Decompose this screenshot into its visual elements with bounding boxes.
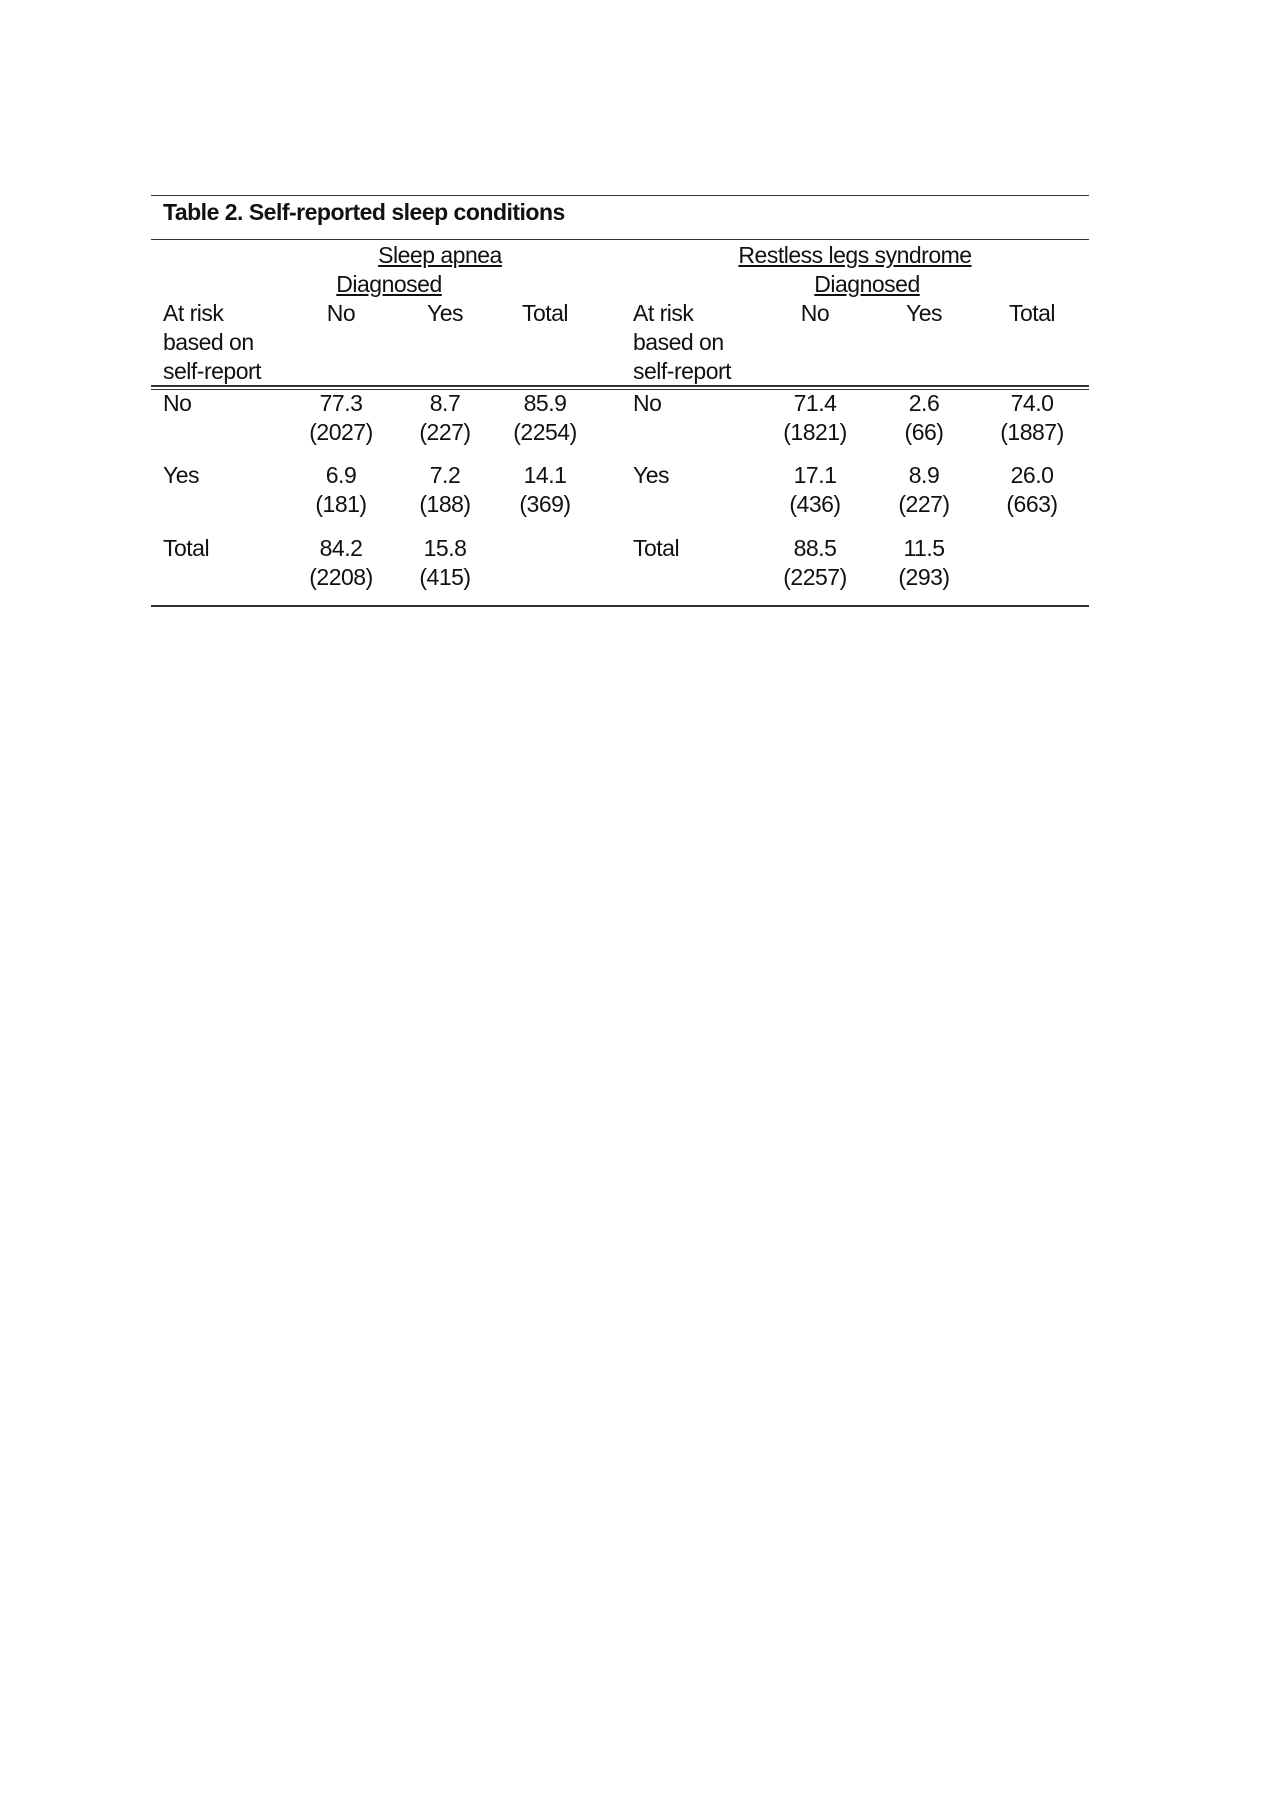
cell-count: (1887)	[1000, 419, 1064, 445]
row-label: Yes	[163, 462, 200, 488]
cell-percent: 8.9	[908, 462, 940, 488]
row-header-line: At risk	[163, 300, 224, 326]
row-label: No	[633, 390, 662, 416]
cell-count: (181)	[315, 491, 367, 517]
cell-count: (1821)	[783, 419, 847, 445]
cell-percent: 11.5	[903, 535, 945, 561]
row-label: Total	[163, 535, 210, 561]
cell-count: (227)	[898, 491, 950, 517]
cell-count: (2027)	[309, 419, 373, 445]
row-header-line: based on	[633, 329, 724, 355]
cell-count: (188)	[419, 491, 471, 517]
column-header-no: No	[326, 300, 356, 326]
row-header-line: self-report	[633, 358, 732, 384]
cell-percent: 14.1	[523, 462, 567, 488]
column-header-yes: Yes	[426, 300, 464, 326]
cell-percent: 6.9	[325, 462, 357, 488]
cell-percent: 77.3	[319, 390, 363, 416]
cell-percent: 74.0	[1010, 390, 1054, 416]
column-header-yes: Yes	[905, 300, 943, 326]
cell-count: (663)	[1006, 491, 1058, 517]
cell-percent: 7.2	[429, 462, 461, 488]
cell-percent: 2.6	[908, 390, 940, 416]
row-header-line: self-report	[163, 358, 262, 384]
cell-percent: 15.8	[423, 535, 467, 561]
diagnosed-label: Diagnosed	[814, 271, 920, 297]
header-double-rule-top	[151, 385, 1089, 387]
panel-title: Restless legs syndrome	[738, 242, 972, 268]
cell-count: (66)	[904, 419, 944, 445]
header-double-rule-bottom	[151, 389, 1089, 390]
cell-count: (369)	[519, 491, 571, 517]
diagnosed-label: Diagnosed	[336, 271, 442, 297]
column-header-total: Total	[521, 300, 569, 326]
row-label: Total	[633, 535, 680, 561]
row-label: Yes	[633, 462, 670, 488]
cell-percent: 88.5	[793, 535, 837, 561]
cell-count: (227)	[419, 419, 471, 445]
column-header-total: Total	[1008, 300, 1056, 326]
bottom-rule	[151, 605, 1089, 607]
cell-percent: 85.9	[523, 390, 567, 416]
cell-percent: 84.2	[319, 535, 363, 561]
cell-percent: 71.4	[793, 390, 837, 416]
cell-percent: 26.0	[1010, 462, 1054, 488]
row-header-line: based on	[163, 329, 254, 355]
cell-percent: 17.1	[793, 462, 837, 488]
cell-count: (2254)	[513, 419, 577, 445]
cell-count: (436)	[789, 491, 841, 517]
table-title: Table 2. Self-reported sleep conditions	[163, 199, 565, 225]
row-header-line: At risk	[633, 300, 694, 326]
column-header-no: No	[800, 300, 830, 326]
cell-count: (415)	[419, 564, 471, 590]
cell-count: (2208)	[309, 564, 373, 590]
header-rule	[151, 239, 1089, 240]
panel-title: Sleep apnea	[378, 242, 502, 268]
cell-percent: 8.7	[429, 390, 461, 416]
top-rule	[151, 195, 1089, 196]
row-label: No	[163, 390, 192, 416]
cell-count: (293)	[898, 564, 950, 590]
cell-count: (2257)	[783, 564, 847, 590]
